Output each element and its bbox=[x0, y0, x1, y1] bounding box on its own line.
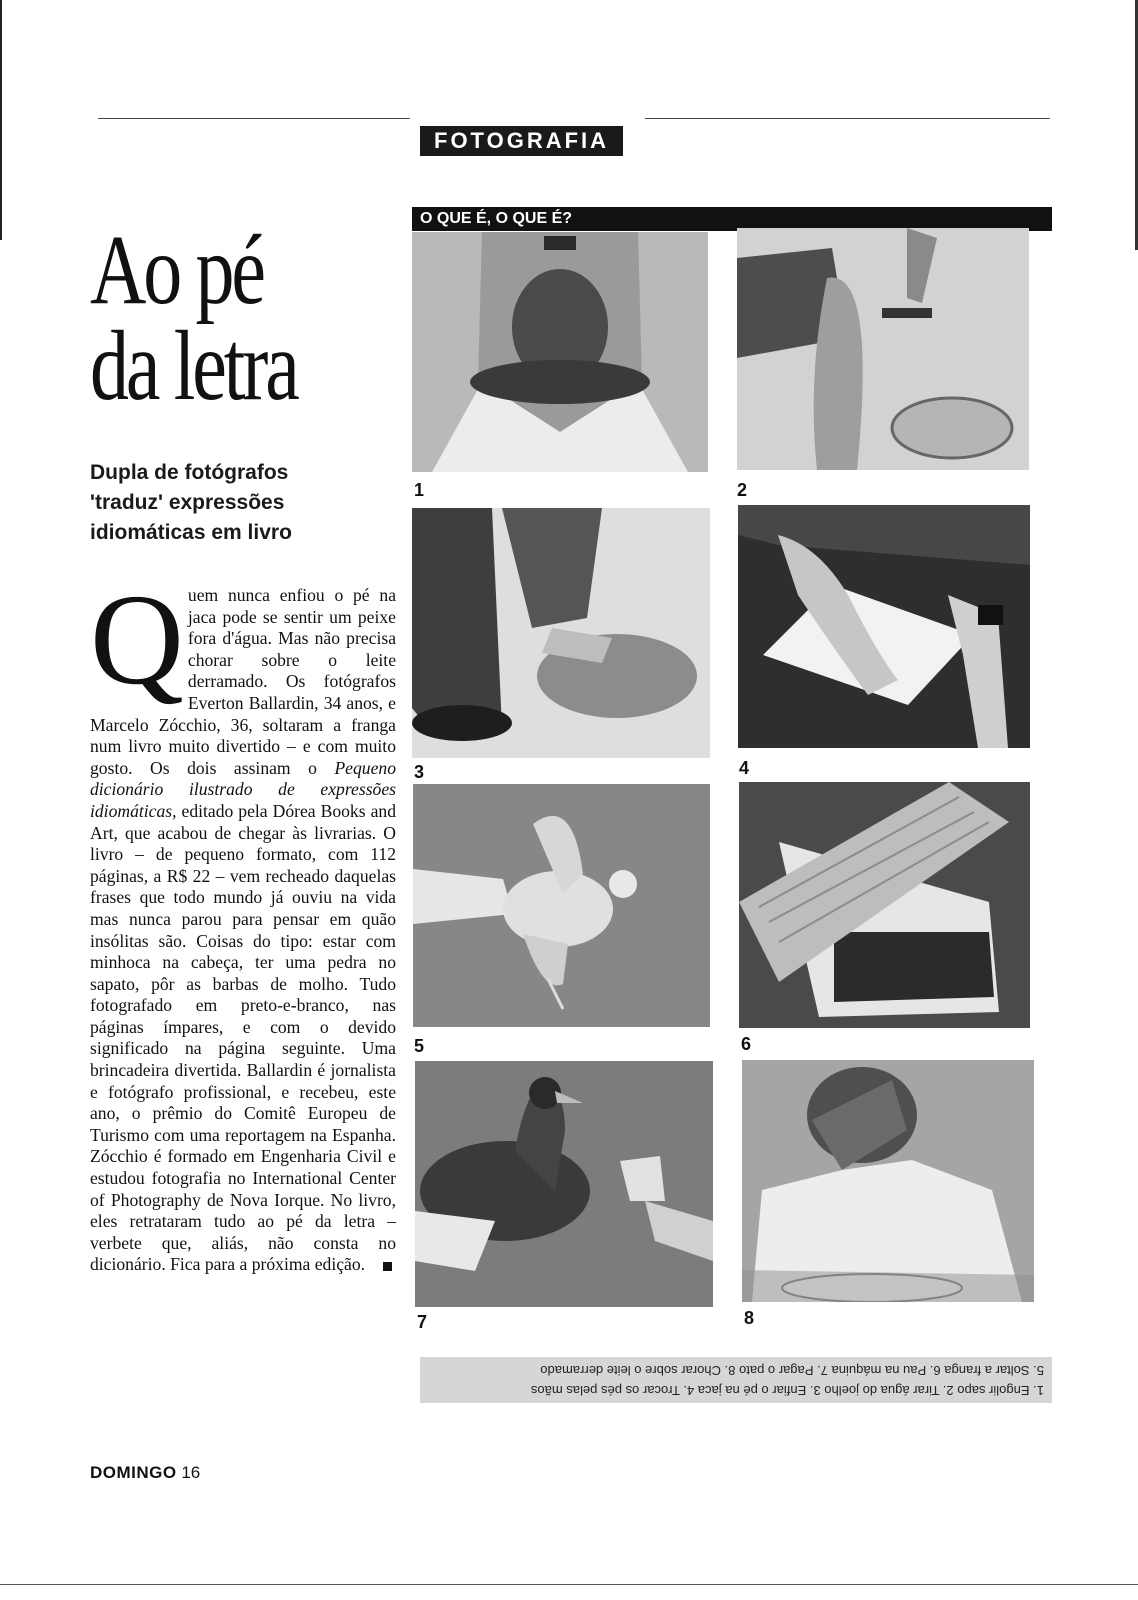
article-body bbox=[90, 568, 396, 1276]
answers-line: 5. Soltar a franga 6. Pau na máquina 7. Pagar o pato 8. Chorar sobre o leite derramado bbox=[540, 1363, 1044, 1378]
photo-number: 1 bbox=[414, 480, 425, 500]
quiz-answers bbox=[420, 1357, 1052, 1403]
photo-chicken bbox=[413, 784, 710, 1027]
answers-line: 1. Engolir sapo 2. Tirar água do joelho 3. Enfiar o pé na jaca 4. Trocar os pés pelas mãos bbox=[530, 1383, 1044, 1398]
page-number: 16 bbox=[181, 1463, 201, 1482]
header-rule bbox=[645, 118, 1050, 119]
drop-cap: Q bbox=[90, 568, 184, 712]
photo-foot-on-jackfruit bbox=[412, 508, 710, 758]
end-mark bbox=[383, 1262, 392, 1271]
subhead-line: Dupla de fotógrafos bbox=[90, 461, 289, 484]
article-headline bbox=[90, 214, 340, 421]
magazine-name: DOMINGO bbox=[90, 1463, 177, 1482]
photo-number: 4 bbox=[739, 758, 750, 778]
photo-number: 8 bbox=[744, 1308, 755, 1328]
page-footer bbox=[90, 1463, 200, 1483]
subhead-line: 'traduz' expressões bbox=[90, 491, 285, 514]
header-rule bbox=[98, 118, 410, 119]
body-text: , editado pela Dórea Books and Art, que acabou de chegar às livrarias. O livro – de pequeno formato, com 112 páginas, a R$ 22 – vem recheado daquelas frases que todo mundo já ouviu na vida mas nunca parou para pensar em quão insólitas são. Coisas do tipo: estar com minhoca na cabeça, ter uma pedra no sapato, pôr as barbas de molho. Tudo fotografado em preto-e-branco, nas páginas ímpares, e com o devido significado na página seguinte. Uma brincadeira divertida. Ballardin é jornalista e fotógrafo profissional, e recebeu, este ano, o prêmio do Comitê Europeu de Turismo com uma reportagem na Espanha. Zócchio é formado em Engenharia Civil e estudou fotografia no International Center of Photography de Nova Iorque. No livro, eles retrataram tudo ao pé da letra – verbete que, aliás, não consta no dicionário. Fica para a próxima edição. bbox=[90, 800, 396, 1275]
book-title: Pequeno dicionário ilustrado de expressões idiomáticas bbox=[90, 757, 396, 821]
photo-number: 7 bbox=[417, 1312, 428, 1332]
photo-frog-on-chin bbox=[412, 232, 708, 472]
photo-number: 2 bbox=[737, 480, 748, 500]
photo-number: 6 bbox=[741, 1034, 752, 1054]
photo-number: 3 bbox=[414, 762, 425, 782]
photo-wood-on-typewriter bbox=[739, 782, 1030, 1028]
article-subhead bbox=[90, 458, 410, 548]
headline-line: da letra bbox=[90, 310, 297, 421]
photo-foot-writing bbox=[738, 505, 1030, 748]
page-edge bbox=[0, 0, 2, 240]
subhead-line: idiomáticas em livro bbox=[90, 521, 292, 544]
photo-man-crying bbox=[742, 1060, 1034, 1302]
quiz-title: O QUE É, O QUE É? bbox=[412, 207, 1052, 231]
photo-faucet-on-knee bbox=[737, 228, 1029, 470]
page-edge bbox=[0, 1584, 1138, 1585]
body-text: uem nunca enfiou o pé na jaca pode se sentir um peixe fora d'água. Mas não precisa chorar sobre o leite derramado. Os fotógrafos Everton Ballardin, 34 anos, e Marcelo Zócchio, 36, soltaram a franga num livro muito divertido – e com muito gosto. Os dois assinam o bbox=[90, 585, 396, 778]
photo-number: 5 bbox=[414, 1036, 425, 1056]
section-label: FOTOGRAFIA bbox=[420, 126, 623, 156]
photo-duck-and-money bbox=[415, 1061, 713, 1307]
headline-line: Ao pé bbox=[90, 214, 263, 325]
